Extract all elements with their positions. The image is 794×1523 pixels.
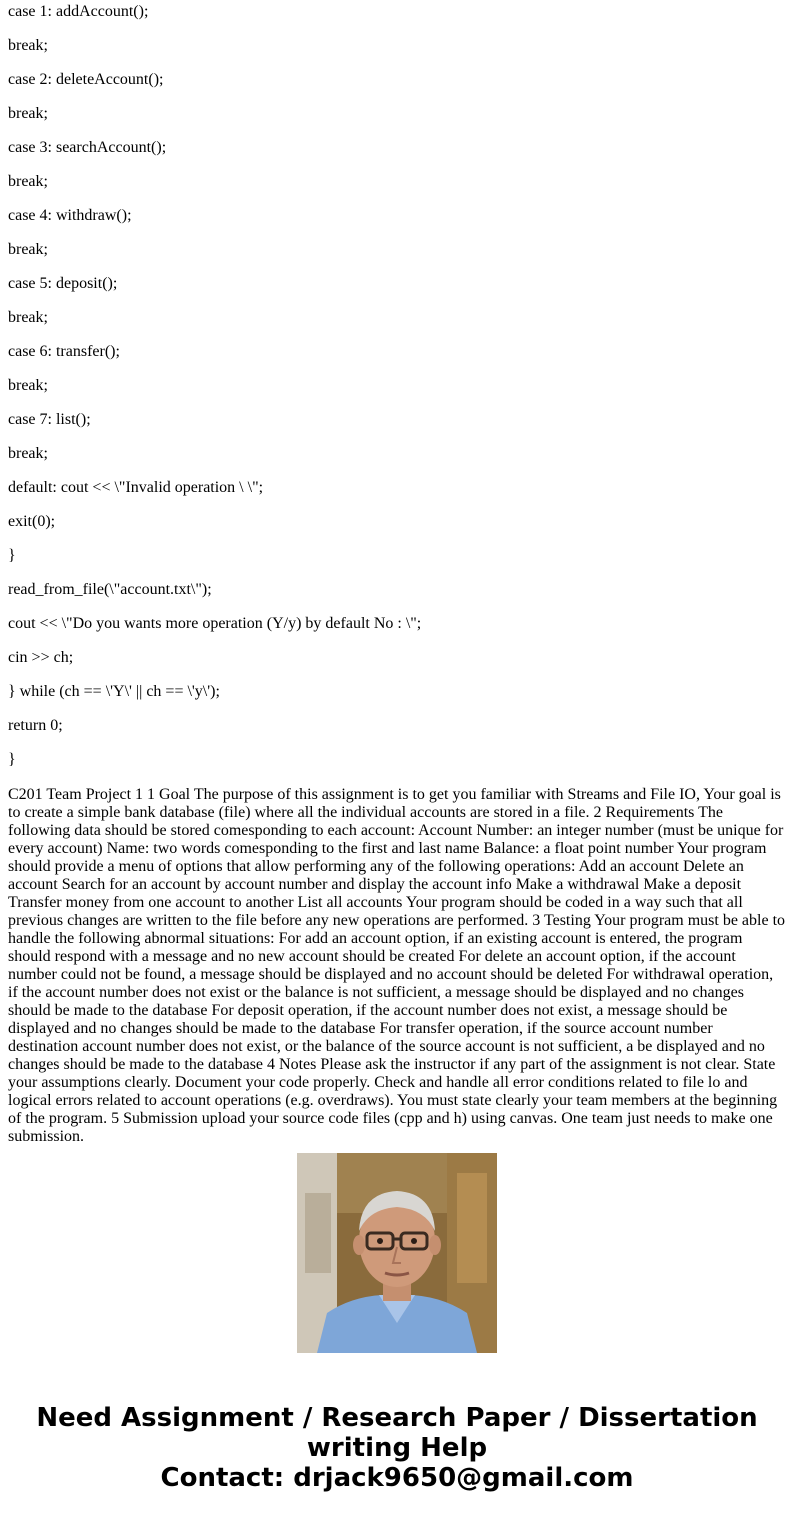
code-line: } — [8, 751, 16, 768]
code-line: return 0; — [8, 717, 63, 734]
code-line: break; — [8, 241, 48, 258]
promo-contact: Contact: drjack9650@gmail.com — [160, 1463, 634, 1493]
code-line: exit(0); — [8, 513, 56, 530]
code-line: break; — [8, 377, 48, 394]
promo-line-1: Need Assignment / Research Paper / Dissertation — [36, 1403, 758, 1433]
code-line: read_from_file(\"account.txt\"); — [8, 581, 212, 598]
code-line: } — [8, 547, 16, 564]
code-line: break; — [8, 105, 48, 122]
code-line: break; — [8, 37, 48, 54]
code-line: break; — [8, 309, 48, 326]
code-line: } while (ch == \'Y\' || ch == \'y\'); — [8, 683, 220, 700]
avatar — [297, 1153, 497, 1353]
code-line: break; — [8, 445, 48, 462]
code-line: cin >> ch; — [8, 649, 74, 666]
code-line: case 5: deposit(); — [8, 275, 118, 292]
code-line: case 1: addAccount(); — [8, 3, 149, 20]
person-photo-icon — [297, 1153, 497, 1353]
code-line: case 4: withdraw(); — [8, 207, 132, 224]
code-listing — [8, 2, 788, 784]
assignment-description: C201 Team Project 1 1 Goal The purpose of this assignment is to get you familiar with Streams and File IO, Your goal is to create a simple bank database (file) where all the individual accounts are stored in a file. 2 Requirements The following data should be stored comesponding to each account: Account Number: an integer number (must be unique for every account) Name: two words comesponding to the first and last name Balance: a float point number Your program should provide a menu of options that allow performing any of the following operations: Add an account Delete an account Search for an account by account number and display the account info Make a withdrawal Make a deposit Transfer money from one account to another List all accounts Your program should be coded in a way such that all previous changes are written to the file before any new operations are performed. 3 Testing Your program must be able to handle the following abnormal situations: For add an account option, if an existing account is entered, the program should respond with a message and no new account should be created For delete an account option, if the account number could not be found, a message should be displayed and no account should be deleted For withdrawal operation, if the account number does not exist or the balance is not sufficient, a message should be displayed and no changes should be made to the database For deposit operation, if the account number does not exist, a message should be displayed and no changes should be made to the database For transfer operation, if the source account number destination account number does not exist, or the balance of the source account is not sufficient, a be displayed and no changes should be made to the database 4 Notes Please ask the instructor if any part of the assignment is not clear. State your assumptions clearly. Document your code properly. Check and handle all error conditions related to file lo and logical errors related to account operations (e.g. overdraws). You must state clearly your team members at the beginning of the program. 5 Submission upload your source code files (cpp and h) using canvas. One team just needs to make one submission. — [8, 786, 786, 1145]
promo-line-2: writing Help — [306, 1433, 488, 1463]
code-line: case 3: searchAccount(); — [8, 139, 167, 156]
promo-banner — [0, 1403, 794, 1493]
code-line: cout << \"Do you wants more operation (Y/y) by default No : \"; — [8, 615, 422, 632]
code-line: default: cout << \"Invalid operation \ \"; — [8, 479, 264, 496]
code-line: case 6: transfer(); — [8, 343, 120, 360]
code-line: break; — [8, 173, 48, 190]
code-line: case 7: list(); — [8, 411, 91, 428]
code-line: case 2: deleteAccount(); — [8, 71, 164, 88]
